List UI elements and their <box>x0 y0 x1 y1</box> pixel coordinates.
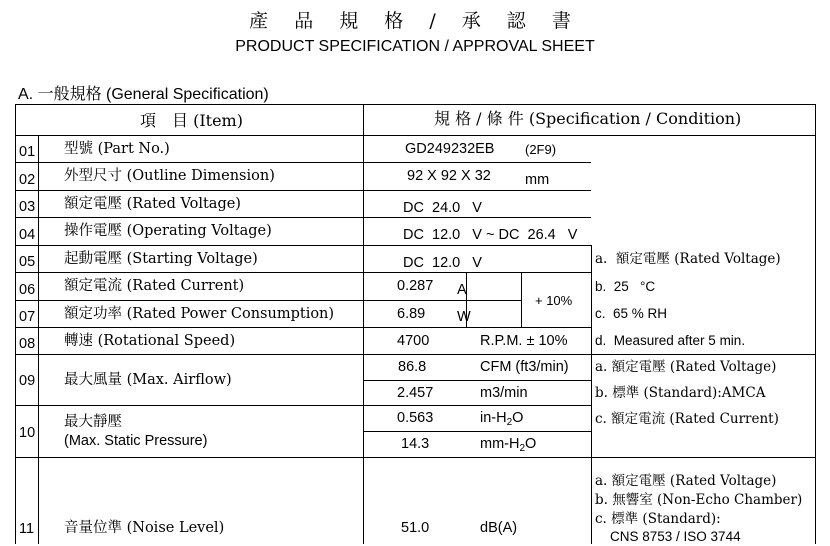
airflow-note: c. 額定電流 (Rated Current) <box>595 411 779 427</box>
document-title-chinese: 產 品 規 格 / 承 認 書 <box>249 10 581 32</box>
noise-level-value: 51.0 <box>401 520 430 536</box>
airflow-m3-unit: m3/min <box>480 385 528 401</box>
row-number: 11 <box>19 521 35 537</box>
rated-current-unit: A <box>457 282 467 298</box>
static-pressure-mm-value: 14.3 <box>401 436 430 452</box>
rated-power-unit: W <box>457 309 471 325</box>
row-number: 02 <box>19 172 36 188</box>
static-pressure-in-unit: $in-H_2O$ <box>480 410 524 428</box>
condition-note: b. 25 °C <box>595 279 656 294</box>
airflow-note: b. 標準 (Standard):AMCA <box>595 385 766 401</box>
item-rated-current: 額定電流 (Rated Current) <box>64 278 245 294</box>
airflow-cfm-unit: CFM (ft3/min) <box>480 359 569 375</box>
item-rated-power: 額定功率 (Rated Power Consumption) <box>64 306 335 322</box>
airflow-note: a. 額定電壓 (Rated Voltage) <box>595 359 777 375</box>
document-title-english: PRODUCT SPECIFICATION / APPROVAL SHEET <box>235 38 595 55</box>
item-max-static-pressure: 最大靜壓 <box>64 414 122 430</box>
item-noise-level: 音量位準 (Noise Level) <box>64 520 225 536</box>
row-number: 04 <box>19 227 36 243</box>
outline-dimension-value: 92 X 92 X 32 <box>407 168 491 184</box>
item-operating-voltage: 操作電壓 (Operating Voltage) <box>64 223 272 239</box>
item-rotational-speed: 轉速 (Rotational Speed) <box>64 333 236 349</box>
part-no-extra: (2F9) <box>525 142 557 157</box>
condition-note: d. Measured after 5 min. <box>595 333 746 348</box>
item-outline-dimension: 外型尺寸 (Outline Dimension) <box>64 168 275 184</box>
condition-note: c. 65 % RH <box>595 306 668 321</box>
item-max-static-pressure-en: (Max. Static Pressure) <box>64 433 208 449</box>
starting-voltage-value: DC 12.0 V <box>403 255 482 271</box>
rotational-speed-value: 4700 <box>397 333 430 349</box>
noise-note: b. 無響室 (Non-Echo Chamber) <box>595 492 803 508</box>
row-number: 08 <box>19 336 36 352</box>
outline-dimension-unit: mm <box>525 172 550 188</box>
row-number: 01 <box>19 144 36 160</box>
row-number: 10 <box>19 425 36 441</box>
rated-power-value: 6.89 <box>397 306 426 322</box>
rated-voltage-value: DC 24.0 V <box>403 200 482 216</box>
row-number: 07 <box>19 309 36 325</box>
rated-current-value: 0.287 <box>397 278 434 294</box>
rotational-speed-unit: R.P.M. ± 10% <box>480 333 568 349</box>
airflow-cfm-value: 86.8 <box>398 359 427 375</box>
noise-note: c. 標準 (Standard): <box>595 511 721 527</box>
noise-note: CNS 8753 / ISO 3744 <box>595 529 741 544</box>
item-max-airflow: 最大風量 (Max. Airflow) <box>64 372 232 388</box>
spec-column-header: 規 格 / 條 件 (Specification / Condition) <box>434 109 742 128</box>
item-starting-voltage: 起動電壓 (Starting Voltage) <box>64 251 258 267</box>
row-number: 09 <box>19 373 36 389</box>
noise-level-unit: dB(A) <box>480 520 518 536</box>
noise-note: a. 額定電壓 (Rated Voltage) <box>595 473 777 489</box>
item-part-no: 型號 (Part No.) <box>64 141 170 157</box>
static-pressure-in-value: 0.563 <box>397 410 434 426</box>
static-pressure-mm-unit: $mm-H_2O$ <box>480 436 537 454</box>
operating-voltage-value: DC 12.0 V ~ DC 26.4 V <box>403 227 578 243</box>
section-heading: A. 一般規格 (General Specification) <box>18 86 269 103</box>
row-number: 05 <box>19 254 36 270</box>
tolerance-value: + 10% <box>535 293 573 308</box>
part-no-value: GD249232EB <box>405 141 495 157</box>
item-rated-voltage: 額定電壓 (Rated Voltage) <box>64 196 241 212</box>
item-column-header: 項 目 (Item) <box>140 111 243 130</box>
row-number: 03 <box>19 199 36 215</box>
airflow-m3-value: 2.457 <box>397 385 434 401</box>
row-number: 06 <box>19 282 36 298</box>
condition-note: a. 額定電壓 (Rated Voltage) <box>595 251 781 267</box>
